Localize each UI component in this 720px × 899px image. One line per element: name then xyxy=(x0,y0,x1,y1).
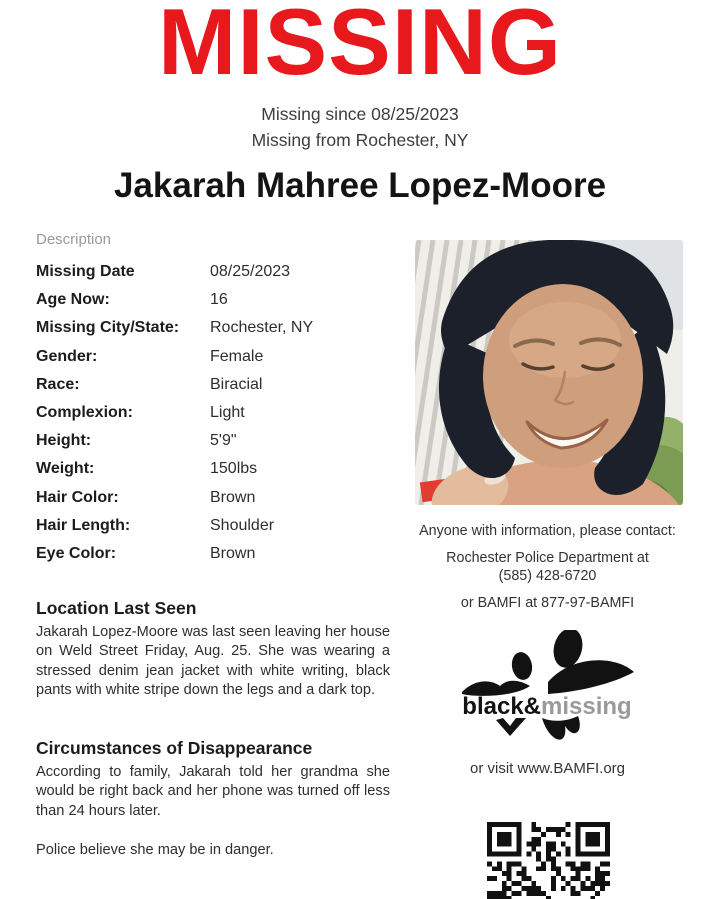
field-row xyxy=(36,455,390,483)
field-row xyxy=(36,371,390,399)
field-row xyxy=(36,512,390,540)
danger-note: Police believe she may be in danger. xyxy=(36,842,274,858)
contact-intro: Anyone with information, please contact: xyxy=(419,523,676,539)
field-row xyxy=(36,286,390,314)
field-row xyxy=(36,258,390,286)
field-value: 16 xyxy=(210,291,228,309)
visit-url: or visit www.BAMFI.org xyxy=(469,760,626,777)
missing-since-line: Missing since 08/25/2023 xyxy=(261,104,459,124)
field-label: Missing Date xyxy=(36,263,135,281)
field-value: Brown xyxy=(210,544,256,562)
logo-text: black&missing xyxy=(462,693,632,720)
field-label: Eye Color: xyxy=(36,544,117,562)
qr-code xyxy=(487,822,610,899)
field-row xyxy=(36,343,390,371)
field-row xyxy=(36,314,390,342)
field-value: Biracial xyxy=(210,375,263,393)
field-value: 08/25/2023 xyxy=(210,263,291,281)
field-label: Complexion: xyxy=(36,404,133,422)
contact-police: Rochester Police Department at xyxy=(446,550,649,566)
field-value: Shoulder xyxy=(210,516,275,534)
field-row xyxy=(36,484,390,512)
field-label: Age Now: xyxy=(36,291,110,309)
circumstances-text: According to family, Jakarah told her grandma she would be right back and her phone was turned off less than 24 hours later. xyxy=(36,764,390,819)
location-last-seen-heading: Location Last Seen xyxy=(36,598,197,618)
field-value: Brown xyxy=(210,488,256,506)
field-value: 150lbs xyxy=(210,460,258,478)
portrait-photo xyxy=(415,240,683,505)
field-label: Height: xyxy=(36,432,92,450)
field-value: Rochester, NY xyxy=(210,319,314,337)
field-label: Hair Length: xyxy=(36,516,131,534)
field-value: Light xyxy=(210,404,245,422)
field-value: Female xyxy=(210,347,264,365)
location-last-seen-text: Jakarah Lopez-Moore was last seen leaving her house on Weld Street Friday, Aug. 25. She was wearing a stressed denim jean jacket with white writing, black pants with white stripe down the legs and a dark top. xyxy=(36,624,390,699)
contact-phone: (585) 428-6720 xyxy=(498,568,597,584)
field-label: Missing City/State: xyxy=(36,319,180,337)
field-label: Hair Color: xyxy=(36,488,119,506)
description-label: Description xyxy=(36,231,112,248)
missing-from-line: Missing from Rochester, NY xyxy=(251,130,469,150)
field-label: Weight: xyxy=(36,460,95,478)
black-and-missing-logo-icon xyxy=(452,630,642,752)
circumstances-heading: Circumstances of Disappearance xyxy=(36,738,313,758)
face xyxy=(483,284,643,468)
field-label: Gender: xyxy=(36,347,98,365)
description-fields xyxy=(36,258,390,568)
field-value: 5'9" xyxy=(210,432,237,450)
contact-bamfi: or BAMFI at 877-97-BAMFI xyxy=(460,595,635,611)
field-row xyxy=(36,540,390,568)
field-label: Race: xyxy=(36,375,80,393)
missing-headline: MISSING xyxy=(158,0,562,94)
field-row xyxy=(36,399,390,427)
field-row xyxy=(36,427,390,455)
person-name: Jakarah Mahree Lopez-Moore xyxy=(113,166,607,205)
